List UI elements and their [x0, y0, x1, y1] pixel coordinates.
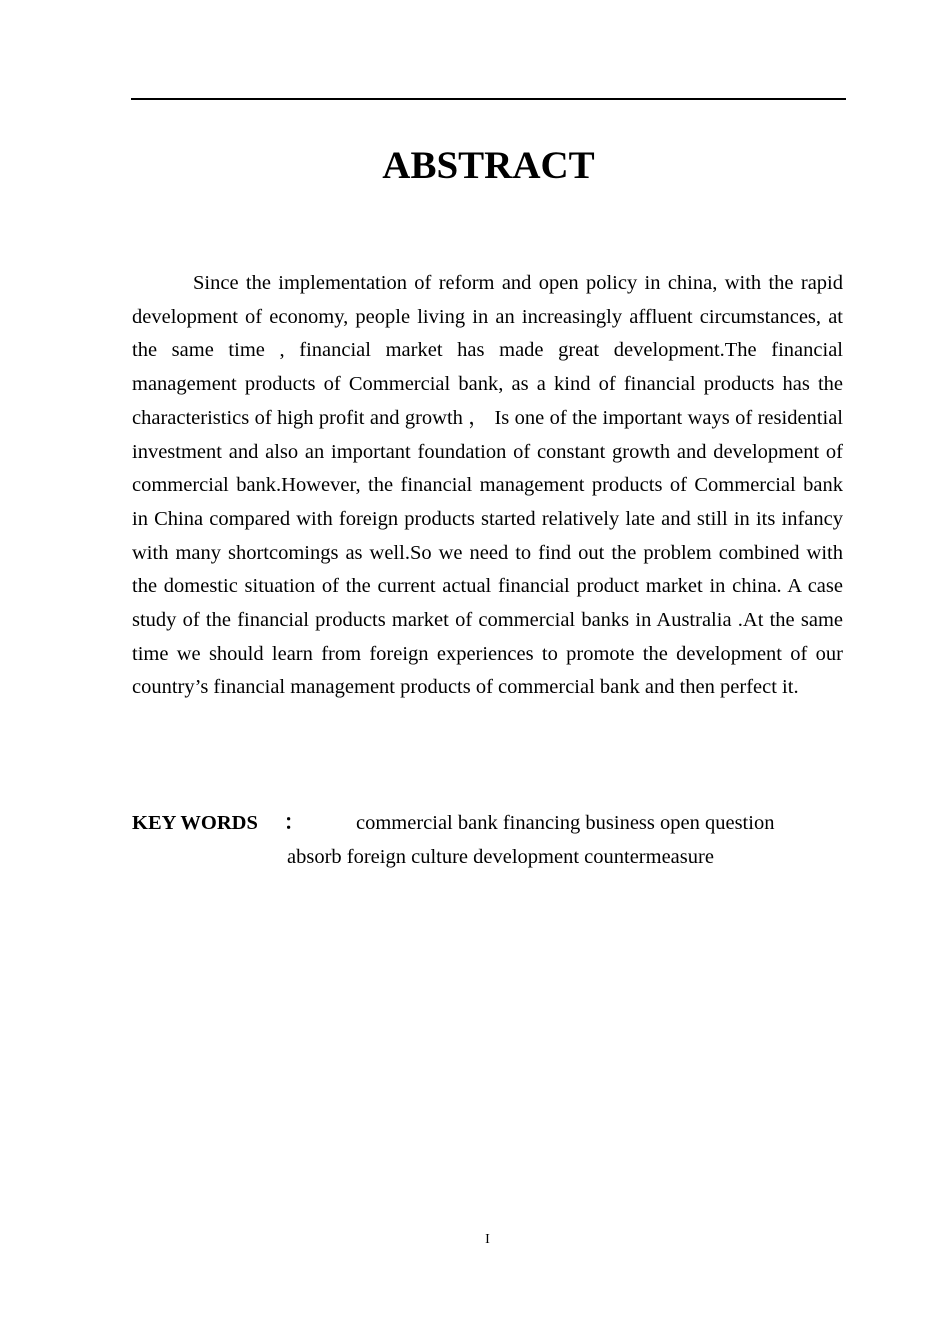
- header-rule: [131, 98, 846, 100]
- keywords-line-2: absorb foreign culture development countermeasure: [287, 846, 714, 868]
- keywords-label: KEY WORDS: [132, 812, 258, 834]
- page-number: I: [485, 1232, 490, 1247]
- keywords-line-1: commercial bank financing business open question: [356, 812, 775, 834]
- abstract-body: Since the implementation of reform and open policy in china, with the rapid development of economy, people living in an increasingly affluent circumstances, at the same time , financial market has made great development.The financial management products of Commercial bank, as a kind of financial products has the characteristics of high profit and growth ， Is one of the important ways of residential investment and also an important foundation of constant growth and development of commercial bank.However, the financial management products of Commercial bank in China compared with foreign products started relatively late and still in its infancy with many shortcomings as well.So we need to find out the problem combined with the domestic situation of the current actual financial product market in china. A case study of the financial products market of commercial banks in Australia .At the same time we should learn from foreign experiences to promote the development of our country’s financial management products of commercial bank and then perfect it.: [132, 272, 843, 699]
- keywords-section: [132, 806, 843, 868]
- keywords-colon: ：: [283, 812, 305, 834]
- abstract-title: ABSTRACT: [382, 144, 595, 187]
